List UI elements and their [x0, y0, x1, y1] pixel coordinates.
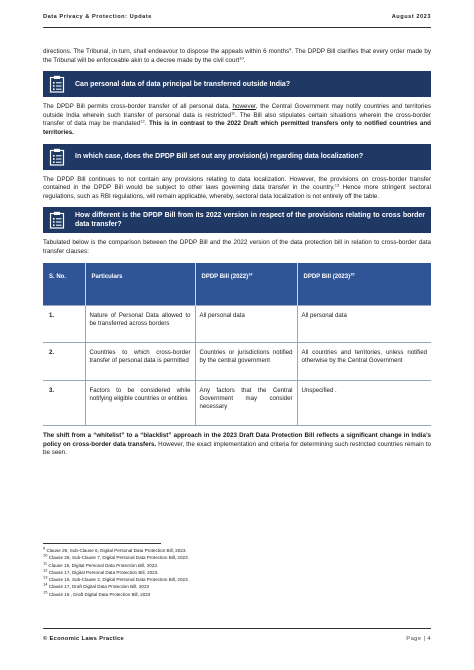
- table-header-row: [43, 263, 431, 306]
- footnote-ref: 12: [140, 118, 145, 124]
- comparison-table: [43, 263, 431, 427]
- col-header-2022: DPDP Bill $(2022)^{14}$: [195, 263, 297, 306]
- clipboard-list-icon: [49, 75, 65, 93]
- footnote: $^{11}$ Clause 16, Digital Personal Data Protection Bill, 2023.: [43, 560, 159, 568]
- footnote-ref: 11: [230, 110, 236, 116]
- clipboard-list-icon: [49, 211, 65, 229]
- cell-particulars: Countries to which cross-border transfer of personal data is permitted: [85, 343, 195, 380]
- footnote-ref: 9: [289, 46, 292, 52]
- clipboard-list-icon: [49, 148, 65, 166]
- header-rule: [43, 27, 431, 28]
- transfer-paragraph: The DPDP Bill permits cross-border transfer of all personal data, however, the Central Government may notify countries and territories outside India wherein such transfer of personal data is restricted$^{11}$. The Bill also stipulates certain situations wherein the cross-border transfer of data may be mandated$^{12}$. This is in contrast to the 2022 Draft which permitted transfers only to notified countries and territories.: [43, 103, 431, 136]
- page-number: Page | 4: [406, 636, 431, 642]
- cell-sno: 1.: [43, 305, 85, 342]
- footer-copyright: © Economic Laws Practice: [43, 636, 125, 642]
- cell-2023: All personal data: [297, 305, 431, 342]
- footnote: $^9$ Clause 29, Sub-Clause 6, Digital Personal Data Protection Bill, 2023.: [43, 545, 187, 553]
- footnotes: [43, 543, 343, 598]
- intro-paragraph: directions. The Tribunal, in turn, shall endeavour to dispose the appeals within 6 months$^9$. The DPDP Bill clarifies that every order made by the Tribunal will be enforceable akin to a decree made by the civil court$^{10}$.: [43, 46, 431, 64]
- question-bar-localization: [43, 144, 431, 170]
- question-title: How different is the DPDP Bill from its 2022 version in respect of the provisions relating to cross border data transfer?: [75, 212, 425, 229]
- footnote: $^{14}$ Clause 17, Draft Digital Data Protection Bill, 2023: [43, 581, 150, 590]
- question-bar-comparison: [43, 207, 431, 233]
- footnote-ref: 15: [350, 271, 355, 277]
- footer-rule: [43, 628, 431, 629]
- question-title: Can personal data of data principal be transferred outside India?: [75, 80, 291, 88]
- page-body: [43, 48, 431, 464]
- cell-2022: Countries or jurisdictions notified by the central government: [195, 343, 297, 380]
- header-date: August 2023: [391, 14, 431, 20]
- col-header-particulars: Particulars: [85, 263, 195, 306]
- localization-paragraph: The DPDP Bill continues to not contain any provisions relating to data localization. However, the provisions on cross-border transfer contained in the DPDP Bill would be subject to other laws governing data transfer in the country.$^{13}$ Hence more stringent sectoral regulations, such as RBI regulations, will remain applicable, whereby, sectoral data localization is not entirely off the table.: [43, 175, 432, 200]
- footnote-ref: 10: [239, 55, 244, 61]
- header-title: Data Privacy & Protection: Update: [43, 14, 152, 20]
- table-row: [43, 380, 431, 426]
- cell-sno: 2.: [43, 343, 85, 380]
- footnote: $^{12}$ Clause 17, Digital Personal Data Protection Bill, 2023.: [43, 567, 159, 575]
- cell-particulars: Factors to be considered while notifying eligible countries or entities: [85, 380, 195, 426]
- cell-2023: All countries and territories, unless notified otherwise by the Central Government: [297, 343, 431, 380]
- table-row: [43, 343, 431, 380]
- table-intro: Tabulated below is the comparison between the DPDP Bill and the 2022 version of the data protection bill in relation to cross-border data transfer clauses:: [43, 239, 431, 255]
- col-header-sno: S. No.: [43, 263, 85, 306]
- footnote-ref: 14: [248, 271, 253, 277]
- conclusion-paragraph: The shift from a “whitelist” to a “blacklist” approach in the 2023 Draft Data Protection Bill reflects a significant change in India’s policy on cross-border data transfers. However, the exact implementation and criteria for determining such restricted countries remain to be seen.: [43, 432, 431, 457]
- cell-2023: Unspecified .: [297, 380, 431, 426]
- footnote: $^{10}$ Clause 28, Sub-Clause 7, Digital Personal Data Protection Bill, 2023.: [43, 552, 189, 561]
- footnote-rule: [43, 543, 161, 544]
- cell-sno: 3.: [43, 380, 85, 426]
- question-bar-transfer: [43, 71, 431, 97]
- footnote: $^{15}$ Clause 16 , Draft Digital Data Protection Bill, 2023: [43, 589, 151, 597]
- question-title: In which case, does the DPDP Bill set out any provision(s) regarding data localization?: [75, 153, 364, 161]
- footnote-ref: 13: [334, 182, 340, 188]
- cell-particulars: Nature of Personal Data allowed to be transferred across borders: [85, 305, 195, 342]
- cell-2022: Any factors that the Central Government may consider necessary: [195, 380, 297, 426]
- footnote: $^{13}$ Clause 16, Sub-Clause 2, Digital Personal Data Protection Bill, 2023.: [43, 574, 189, 583]
- cell-2022: All personal data: [195, 305, 297, 342]
- col-header-2023: DPDP Bill $(2023)^{15}$: [297, 263, 431, 306]
- page-header: [43, 14, 431, 26]
- table-row: [43, 305, 431, 342]
